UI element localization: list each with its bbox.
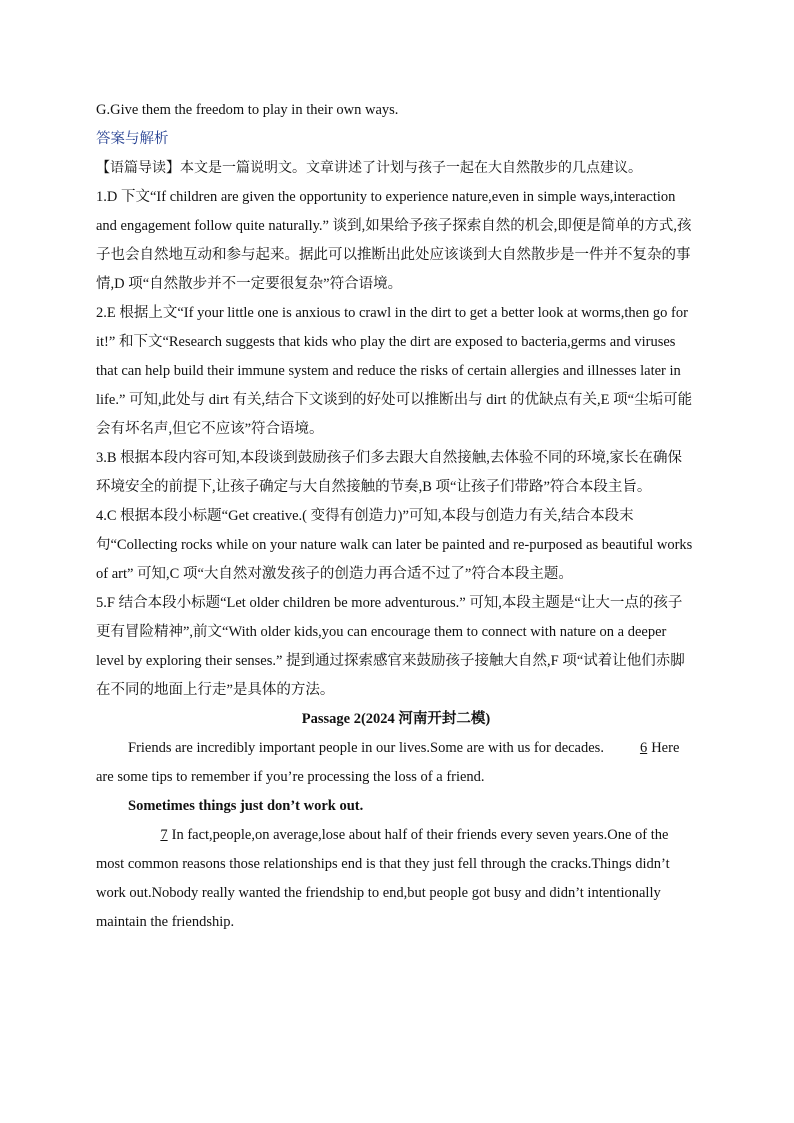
reading-guide [96,154,696,183]
passage-paragraph-2 [96,821,696,937]
answer-2: 2.E 根据上文“If your little one is anxious to crawl in the dirt to get a better look at worms,then go for it!” 和下文“Research suggests that kids who play the dirt are exposed to bacteria,germs and viruses that can help build their immune system and reduce the risks of certain allergies and illnesses later in life.” 可知,此处与 dirt 有关,结合下文谈到的好处可以推断出与 dirt 的优缺点有关,E 项“尘垢可能会有坏名声,但它不应该”符合语境。 [96,305,693,437]
reading-guide-text: 本文是一篇说明文。文章讲述了计划与孩子一起在大自然散步的几点建议。 [180,160,642,176]
document-page [96,96,696,937]
passage-paragraph-1 [96,734,696,792]
blank-6: 6 [639,740,648,756]
blank-7: 7 [160,827,168,843]
answer-heading: 答案与解析 [96,131,169,147]
passage-title: Passage 2(2024 河南开封二模) [301,711,491,727]
subheading: Sometimes things just don’t work out. [128,798,364,814]
answer-5: 5.F 结合本段小标题“Let older children be more adventurous.” 可知,本段主题是“让大一点的孩子更有冒险精神”,前文“With older kids,you can encourage them to connect with nature on a deeper level by exploring their senses.” 提到通过探索感官来鼓励孩子接触大自然,F 项“试着让他们赤脚在不同的地面上行走”是具体的方法。 [96,595,685,698]
answer-4: 4.C 根据本段小标题“Get creative.( 变得有创造力)”可知,本段与创造力有关,结合本段末句“Collecting rocks while on your nature walk can later be painted and re-purposed as beautiful works of art” 可知,C 项“大自然对激发孩子的创造力再合适不过了”符合本段主题。 [96,508,693,582]
paragraph-1-text: Friends are incredibly important people in our lives.Some are with us for decades. [128,740,604,756]
answer-1: 1.D 下文“If children are given the opportunity to experience nature,even in simple ways,interaction and engagement follow quite naturally.” 谈到,如果给予孩子探索自然的机会,即便是简单的方式,孩子也会自然地互动和参与起来。据此可以推断出此处应该谈到大自然散步是一件并不复杂的事情,D 项“自然散步并不一定要很复杂”符合语境。 [96,189,692,292]
answer-3: 3.B 根据本段内容可知,本段谈到鼓励孩子们多去跟大自然接触,去体验不同的环境,家长在确保环境安全的前提下,让孩子确定与大自然接触的节奏,B 项“让孩子们带路”符合本段主旨。 [96,450,683,495]
paragraph-2-text: In fact,people,on average,lose about half of their friends every seven years.One of the most common reasons those relationships end is that they just fell through the cracks.Things didn’t work out.Nobody really wanted the friendship to end,but people got busy and didn’t intentionally maintain the friendship. [96,827,670,930]
paragraph-1-text-2: Here are some tips to remember if you’re processing the loss of a friend. [96,740,680,785]
reading-guide-tag: 【语篇导读】 [96,160,180,176]
option-g: G.Give them the freedom to play in their own ways. [96,102,399,118]
